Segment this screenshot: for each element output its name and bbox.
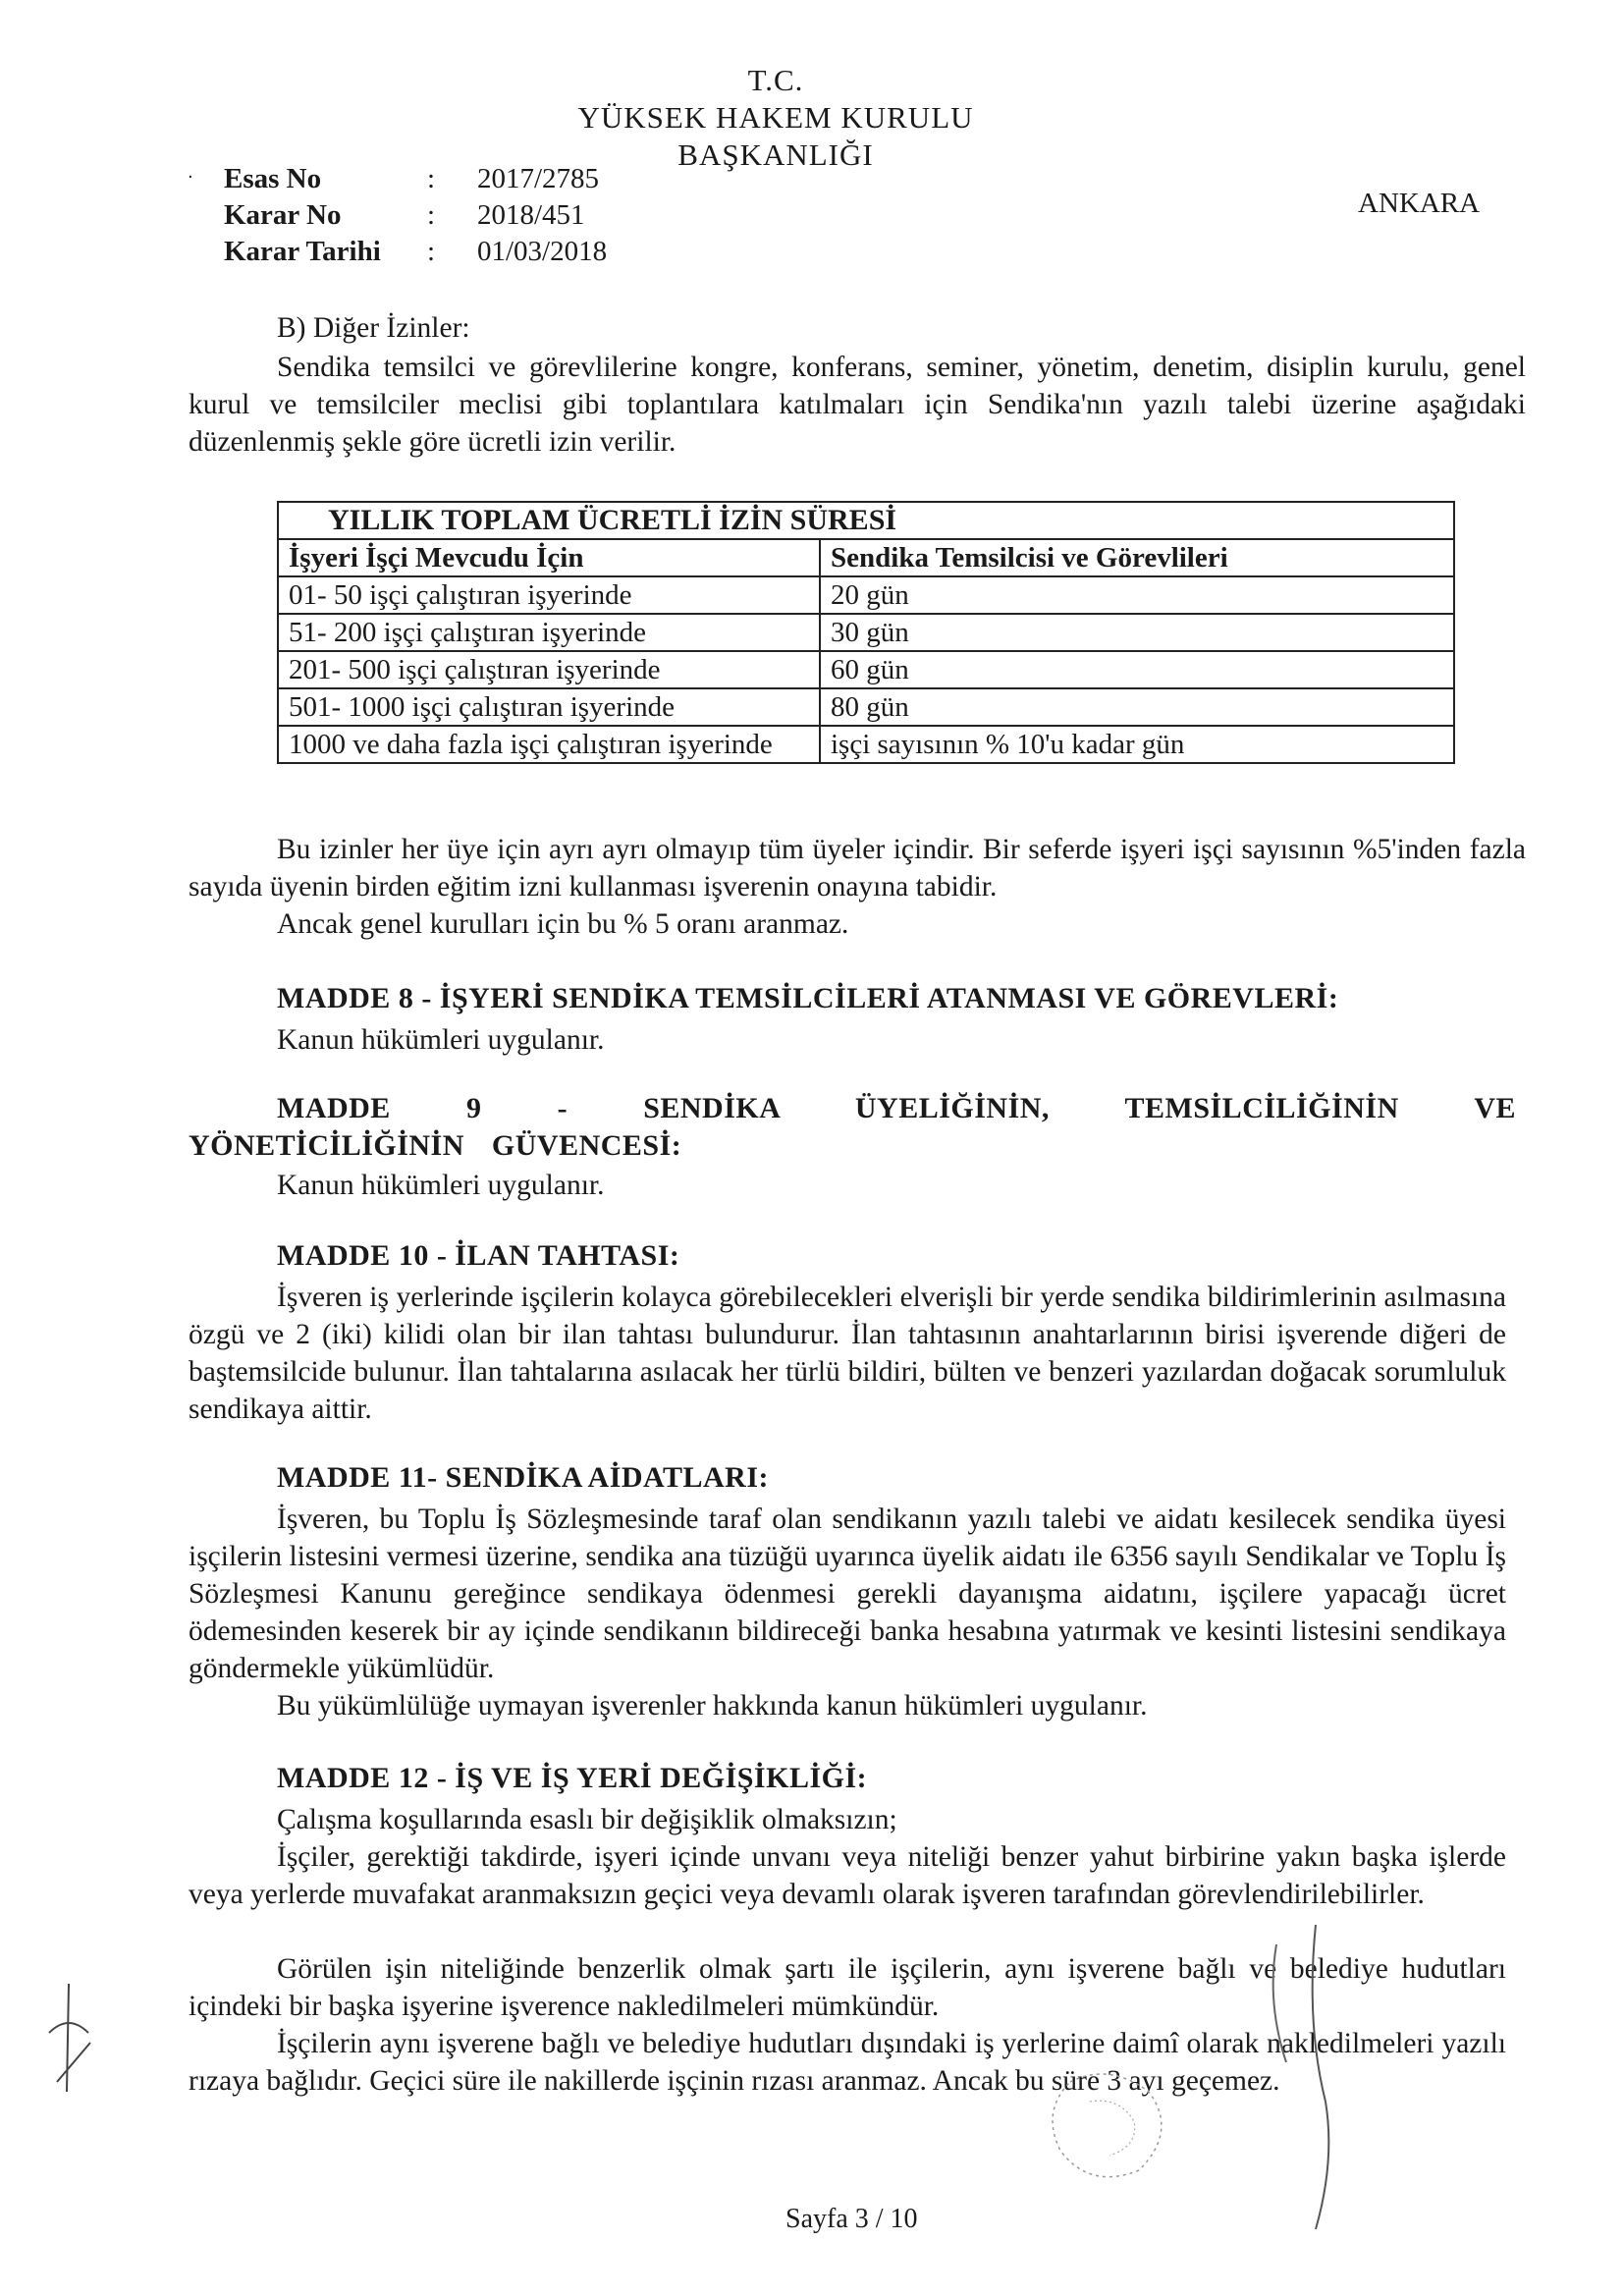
article-10-title: MADDE 10 - İLAN TAHTASI: [277, 1239, 680, 1272]
table-row [278, 726, 1454, 763]
table-title: YILLIK TOPLAM ÜCRETLİ İZİN SÜRESİ [278, 502, 1454, 539]
article-12-paragraph: Görülen işin niteliğinde benzerlik olmak şartı ile işçilerin, aynı işverene bağlı ve belediye hudutları içindeki bir başka işyerine işverence nakledilmeleri mümkündür. [189, 1953, 1506, 2022]
table-cell-days: 80 gün [820, 688, 1454, 726]
header-city: ANKARA [1358, 188, 1481, 219]
decision-date-value: 01/03/2018 [477, 236, 608, 267]
decision-no-value: 2018/451 [477, 199, 585, 231]
article-8-body: Kanun hükümleri uygulanır. [277, 1024, 605, 1056]
table-cell-days: 60 gün [820, 651, 1454, 688]
article-10-body: İşveren iş yerlerinde işçilerin kolayca görebilecekleri elverişli bir yerde sendika bildirimlerinin asılmasına özgü ve 2 (iki) kilidi olan bir ilan tahtası bulundurur. İlan tahtasının anahtarlarının birisi işverende diğeri de baştemsilcide bulunur. İlan tahtalarına asılacak her türlü bildiri, bülten ve benzeri yazılardan doğacak sorumluluk sendikaya aittir. [189, 1282, 1506, 1425]
decision-no-label: Karar No [224, 199, 342, 231]
decision-no-row [224, 199, 636, 235]
case-no-label: Esas No [224, 163, 322, 194]
case-no-colon: : [427, 163, 436, 194]
header-department: BAŞKANLIĞI [677, 137, 874, 172]
case-no-value: 2017/2785 [477, 163, 600, 194]
table-cell-workers: 201- 500 işçi çalıştıran işyerinde [278, 651, 820, 688]
table-row [278, 688, 1454, 726]
general-assembly-note: Ancak genel kurulları için bu % 5 oranı aranmaz. [277, 908, 849, 940]
article-12-paragraph: İşçiler, gerektiği takdirde, işyeri içinde unvanı veya niteliği benzer yahut birbirine yakın başka işlerde veya yerlerde muvafakat aranmaksızın geçici veya devamlı olarak işveren tarafından görevlendirilebilirler. [189, 1841, 1506, 1910]
table-header-days: Sendika Temsilcisi ve Görevlileri [820, 539, 1454, 576]
table-cell-workers: 01- 50 işçi çalıştıran işyerinde [278, 576, 820, 614]
article-11-body: İşveren, bu Toplu İş Sözleşmesinde taraf olan sendikanın yazılı talebi ve aidatı kesilecek sendika üyesi işçilerin listesini vermesi üzerine, sendika ana tüzüğü uyarınca üyelik aidatı ile 6356 sayılı Sendikalar ve Toplu İş Sözleşmesi Kanunu gereğince sendikaya ödenmesi gerekli dayanışma aidatını, işçilere yapacağı ücret ödemesinden keserek bir ay içinde sendikanın bildireceği banka hesabına yatırmak ve kesinti listesini sendikaya göndermekle yükümlüdür. [189, 1503, 1506, 1684]
article-12-title: MADDE 12 - İŞ VE İŞ YERİ DEĞİŞİKLİĞİ: [277, 1762, 868, 1794]
case-no-row [224, 163, 636, 198]
after-table-text: Bu izinler her üye için ayrı ayrı olmayıp tüm üyeler içindir. Bir seferde işyeri işçi sayısının %5'inden fazla sayıda üyenin birden eğitim izni kullanması işverenin onayına tabidir. [189, 834, 1526, 902]
table-row [278, 576, 1454, 614]
page-number: Sayfa 3 / 10 [785, 2204, 918, 2234]
table-cell-days: 30 gün [820, 614, 1454, 651]
decision-date-row [224, 236, 636, 271]
decision-no-colon: : [427, 199, 436, 231]
header-institution: YÜKSEK HAKEM KURULU [577, 100, 974, 135]
leave-table [277, 501, 1455, 764]
table-header-workers: İşyeri İşçi Mevcudu İçin [278, 539, 820, 576]
table-row [278, 651, 1454, 688]
handwritten-initial-mark [39, 1974, 108, 2151]
table-cell-workers: 501- 1000 işçi çalıştıran işyerinde [278, 688, 820, 726]
bullet-mark: · [188, 167, 193, 188]
article-11-sanction: Bu yükümlülüğe uymayan işverenler hakkında kanun hükümleri uygulanır. [277, 1690, 1148, 1722]
section-b-intro: Sendika temsilci ve görevlilerine kongre, konferans, seminer, yönetim, denetim, disiplin kurulu, genel kurul ve temsilciler meclisi gibi toplantılara katılmaları için Sendika'nın yazılı talebi üzerine aşağıdaki düzenlenmiş şekle göre ücretli izin verilir. [189, 352, 1526, 458]
article-12-paragraph: İşçilerin aynı işverene bağlı ve belediye hudutları dışındaki iş yerlerine daimî olarak nakledilmeleri yazılı rızaya bağlıdır. Geçici süre ile nakillerde işçinin rızası aranmaz. Ancak bu süre 3 ayı geçemez. [189, 2028, 1506, 2097]
article-9-body: Kanun hükümleri uygulanır. [277, 1170, 605, 1201]
table-title-row [278, 502, 1454, 539]
article-12-condition: Çalışma koşullarında esaslı bir değişiklik olmaksızın; [277, 1804, 897, 1835]
article-9-title: MADDE 9 - SENDİKA ÜYELİĞİNİN, TEMSİLCİLİĞİNİN VE YÖNETİCİLİĞİNİN GÜVENCESİ: [189, 1092, 1516, 1162]
header-tc: T.C. [747, 63, 804, 97]
table-row [278, 614, 1454, 651]
table-cell-days: işçi sayısının % 10'u kadar gün [820, 726, 1454, 763]
decision-date-label: Karar Tarihi [224, 236, 381, 267]
section-b-title: B) Diğer İzinler: [277, 312, 470, 344]
table-cell-days: 20 gün [820, 576, 1454, 614]
table-header-row [278, 539, 1454, 576]
signature-stamp [972, 1905, 1384, 2259]
table-cell-workers: 51- 200 işçi çalıştıran işyerinde [278, 614, 820, 651]
table-cell-workers: 1000 ve daha fazla işçi çalıştıran işyerinde [278, 726, 820, 763]
decision-date-colon: : [427, 236, 436, 267]
article-8-title: MADDE 8 - İŞYERİ SENDİKA TEMSİLCİLERİ ATANMASI VE GÖREVLERİ: [277, 982, 1339, 1014]
article-11-title: MADDE 11- SENDİKA AİDATLARI: [277, 1461, 770, 1494]
